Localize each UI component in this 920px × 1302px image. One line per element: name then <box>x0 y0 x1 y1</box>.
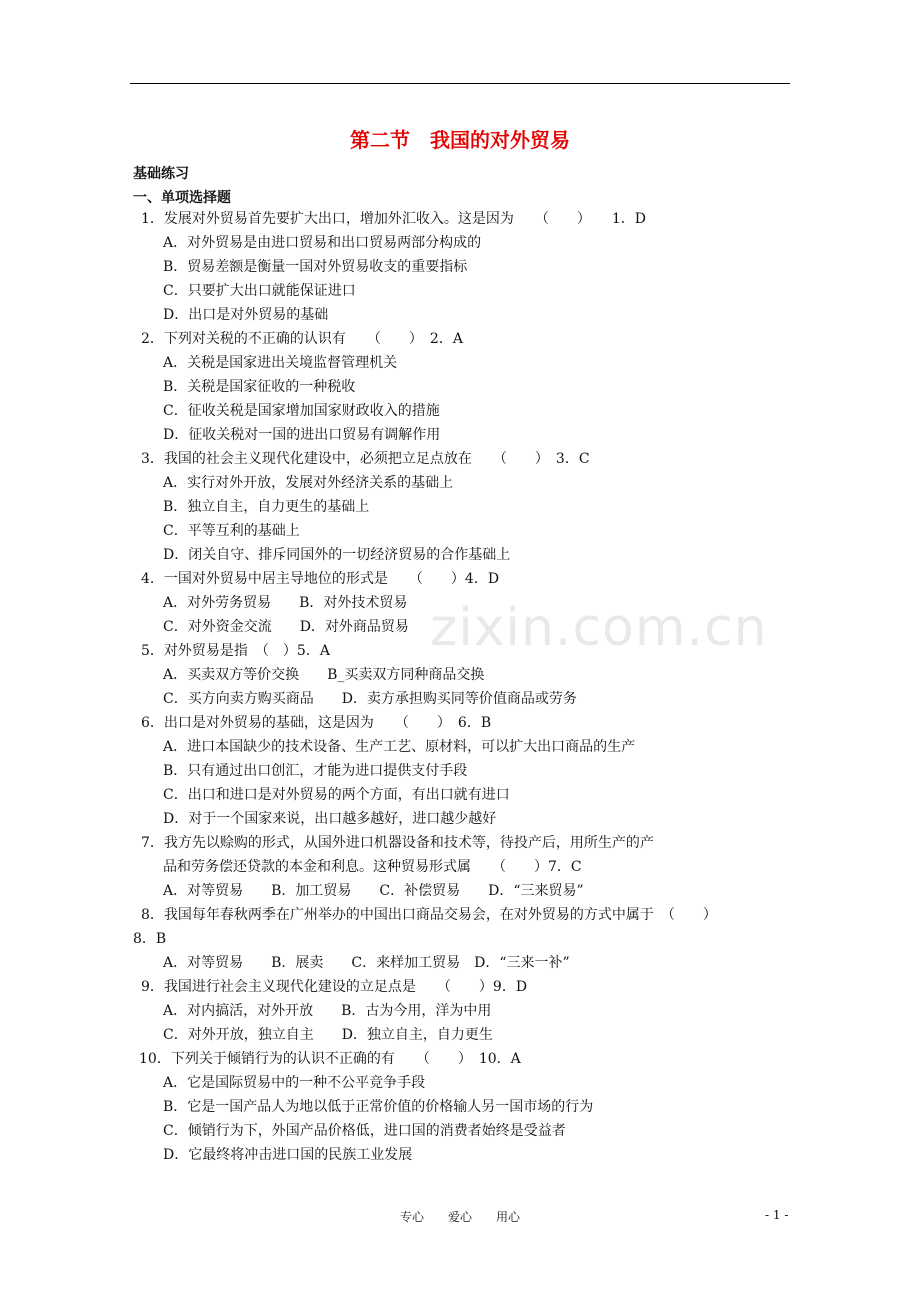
question-line: 3．我国的社会主义现代化建设中，必须把立足点放在 （ ） 3．C <box>141 451 590 467</box>
option-line: B．它是一国产品人为地以低于正常价值的价格输人另一国市场的行为 <box>163 1099 594 1115</box>
question-line: 10．下列关于倾销行为的认识不正确的有 （ ） 10．A <box>139 1051 521 1067</box>
option-line: C．征收关税是国家增加国家财政收入的措施 <box>163 403 440 419</box>
section-heading: 基础练习 <box>133 166 189 182</box>
subsection-heading: 一、单项选择题 <box>133 190 231 206</box>
question-line: 4．一国对外贸易中居主导地位的形式是 （ ）4．D <box>141 571 500 587</box>
option-line: A．对内搞活，对外开放 B．古为今用，洋为中用 <box>163 1003 492 1019</box>
watermark: zixin.com.cn <box>430 598 768 658</box>
option-line: C．倾销行为下，外国产品价格低，进口国的消费者始终是受益者 <box>163 1123 566 1139</box>
question-line: 9．我国进行社会主义现代化建设的立足点是 （ ）9．D <box>141 979 528 995</box>
option-line: B．只有通过出口创汇，才能为进口提供支付手段 <box>163 763 468 779</box>
option-line: B．关税是国家征收的一种税收 <box>163 379 356 395</box>
option-line: A．实行对外开放，发展对外经济关系的基础上 <box>163 475 454 491</box>
option-line: A．关税是国家进出关境监督管理机关 <box>163 355 398 371</box>
option-line: D．征收关税对一国的进出口贸易有调解作用 <box>163 427 441 443</box>
question-line: 6．出口是对外贸易的基础，这是因为 （ ） 6．B <box>141 715 492 731</box>
option-line: C．平等互利的基础上 <box>163 523 300 539</box>
option-line: A．对外劳务贸易 B．对外技术贸易 <box>163 595 408 611</box>
option-line: D．对于一个国家来说，出口越多越好，进口越少越好 <box>163 811 497 827</box>
page-number: - 1 - <box>765 1208 789 1222</box>
header-rule <box>130 83 790 84</box>
option-line: A．对外贸易是由进口贸易和出口贸易两部分构成的 <box>163 235 482 251</box>
question-continuation: 品和劳务偿还贷款的本金和利息。这种贸易形式属 （ ）7．C <box>163 859 582 875</box>
option-line: D．它最终将冲击进口国的民族工业发展 <box>163 1147 413 1163</box>
question-line: 1．发展对外贸易首先要扩大出口，增加外汇收入。这是因为 （ ） 1．D <box>141 211 647 227</box>
option-line: C．对外开放，独立自主 D．独立自主，自力更生 <box>163 1027 493 1043</box>
option-line: C．出口和进口是对外贸易的两个方面，有出口就有进口 <box>163 787 510 803</box>
footer-text: 专心 爱心 用心 <box>399 1210 520 1224</box>
question-list <box>133 207 803 1167</box>
question-line: 7．我方先以赊购的形式，从国外进口机器设备和技术等，待投产后，用所生产的产 <box>141 835 654 851</box>
question-line: 8．我国每年春秋两季在广州举办的中国出口商品交易会，在对外贸易的方式中属于 （ ） <box>141 907 717 923</box>
page-title: 第二节 我国的对外贸易 <box>350 128 570 152</box>
option-line: B．贸易差额是衡量一国对外贸易收支的重要指标 <box>163 259 468 275</box>
option-line: C．对外资金交流 D．对外商品贸易 <box>163 619 409 635</box>
option-line: A．对等贸易 B．展卖 C．来样加工贸易 D．“三来一补” <box>163 955 570 971</box>
question-line: 5．对外贸易是指 （ ）5．A <box>141 643 330 659</box>
option-line: A．对等贸易 B．加工贸易 C．补偿贸易 D．“三来贸易” <box>163 883 584 899</box>
option-line: A．它是国际贸易中的一种不公平竞争手段 <box>163 1075 426 1091</box>
option-line: A．买卖双方等价交换 B_买卖双方同种商品交换 <box>163 667 485 683</box>
option-line: A．进口本国缺少的技术设备、生产工艺、原材料，可以扩大出口商品的生产 <box>163 739 636 755</box>
question-line: 2．下列对关税的不正确的认识有 （ ） 2．A <box>141 331 463 347</box>
option-line: D．闭关自守、排斥同国外的一切经济贸易的合作基础上 <box>163 547 511 563</box>
option-line: D．出口是对外贸易的基础 <box>163 307 329 323</box>
option-line: C．买方向卖方购买商品 D．卖方承担购买同等价值商品或劳务 <box>163 691 577 707</box>
option-line: C．只要扩大出口就能保证进口 <box>163 283 356 299</box>
option-line: B．独立自主，自力更生的基础上 <box>163 499 370 515</box>
answer-line: 8．B <box>133 931 167 947</box>
